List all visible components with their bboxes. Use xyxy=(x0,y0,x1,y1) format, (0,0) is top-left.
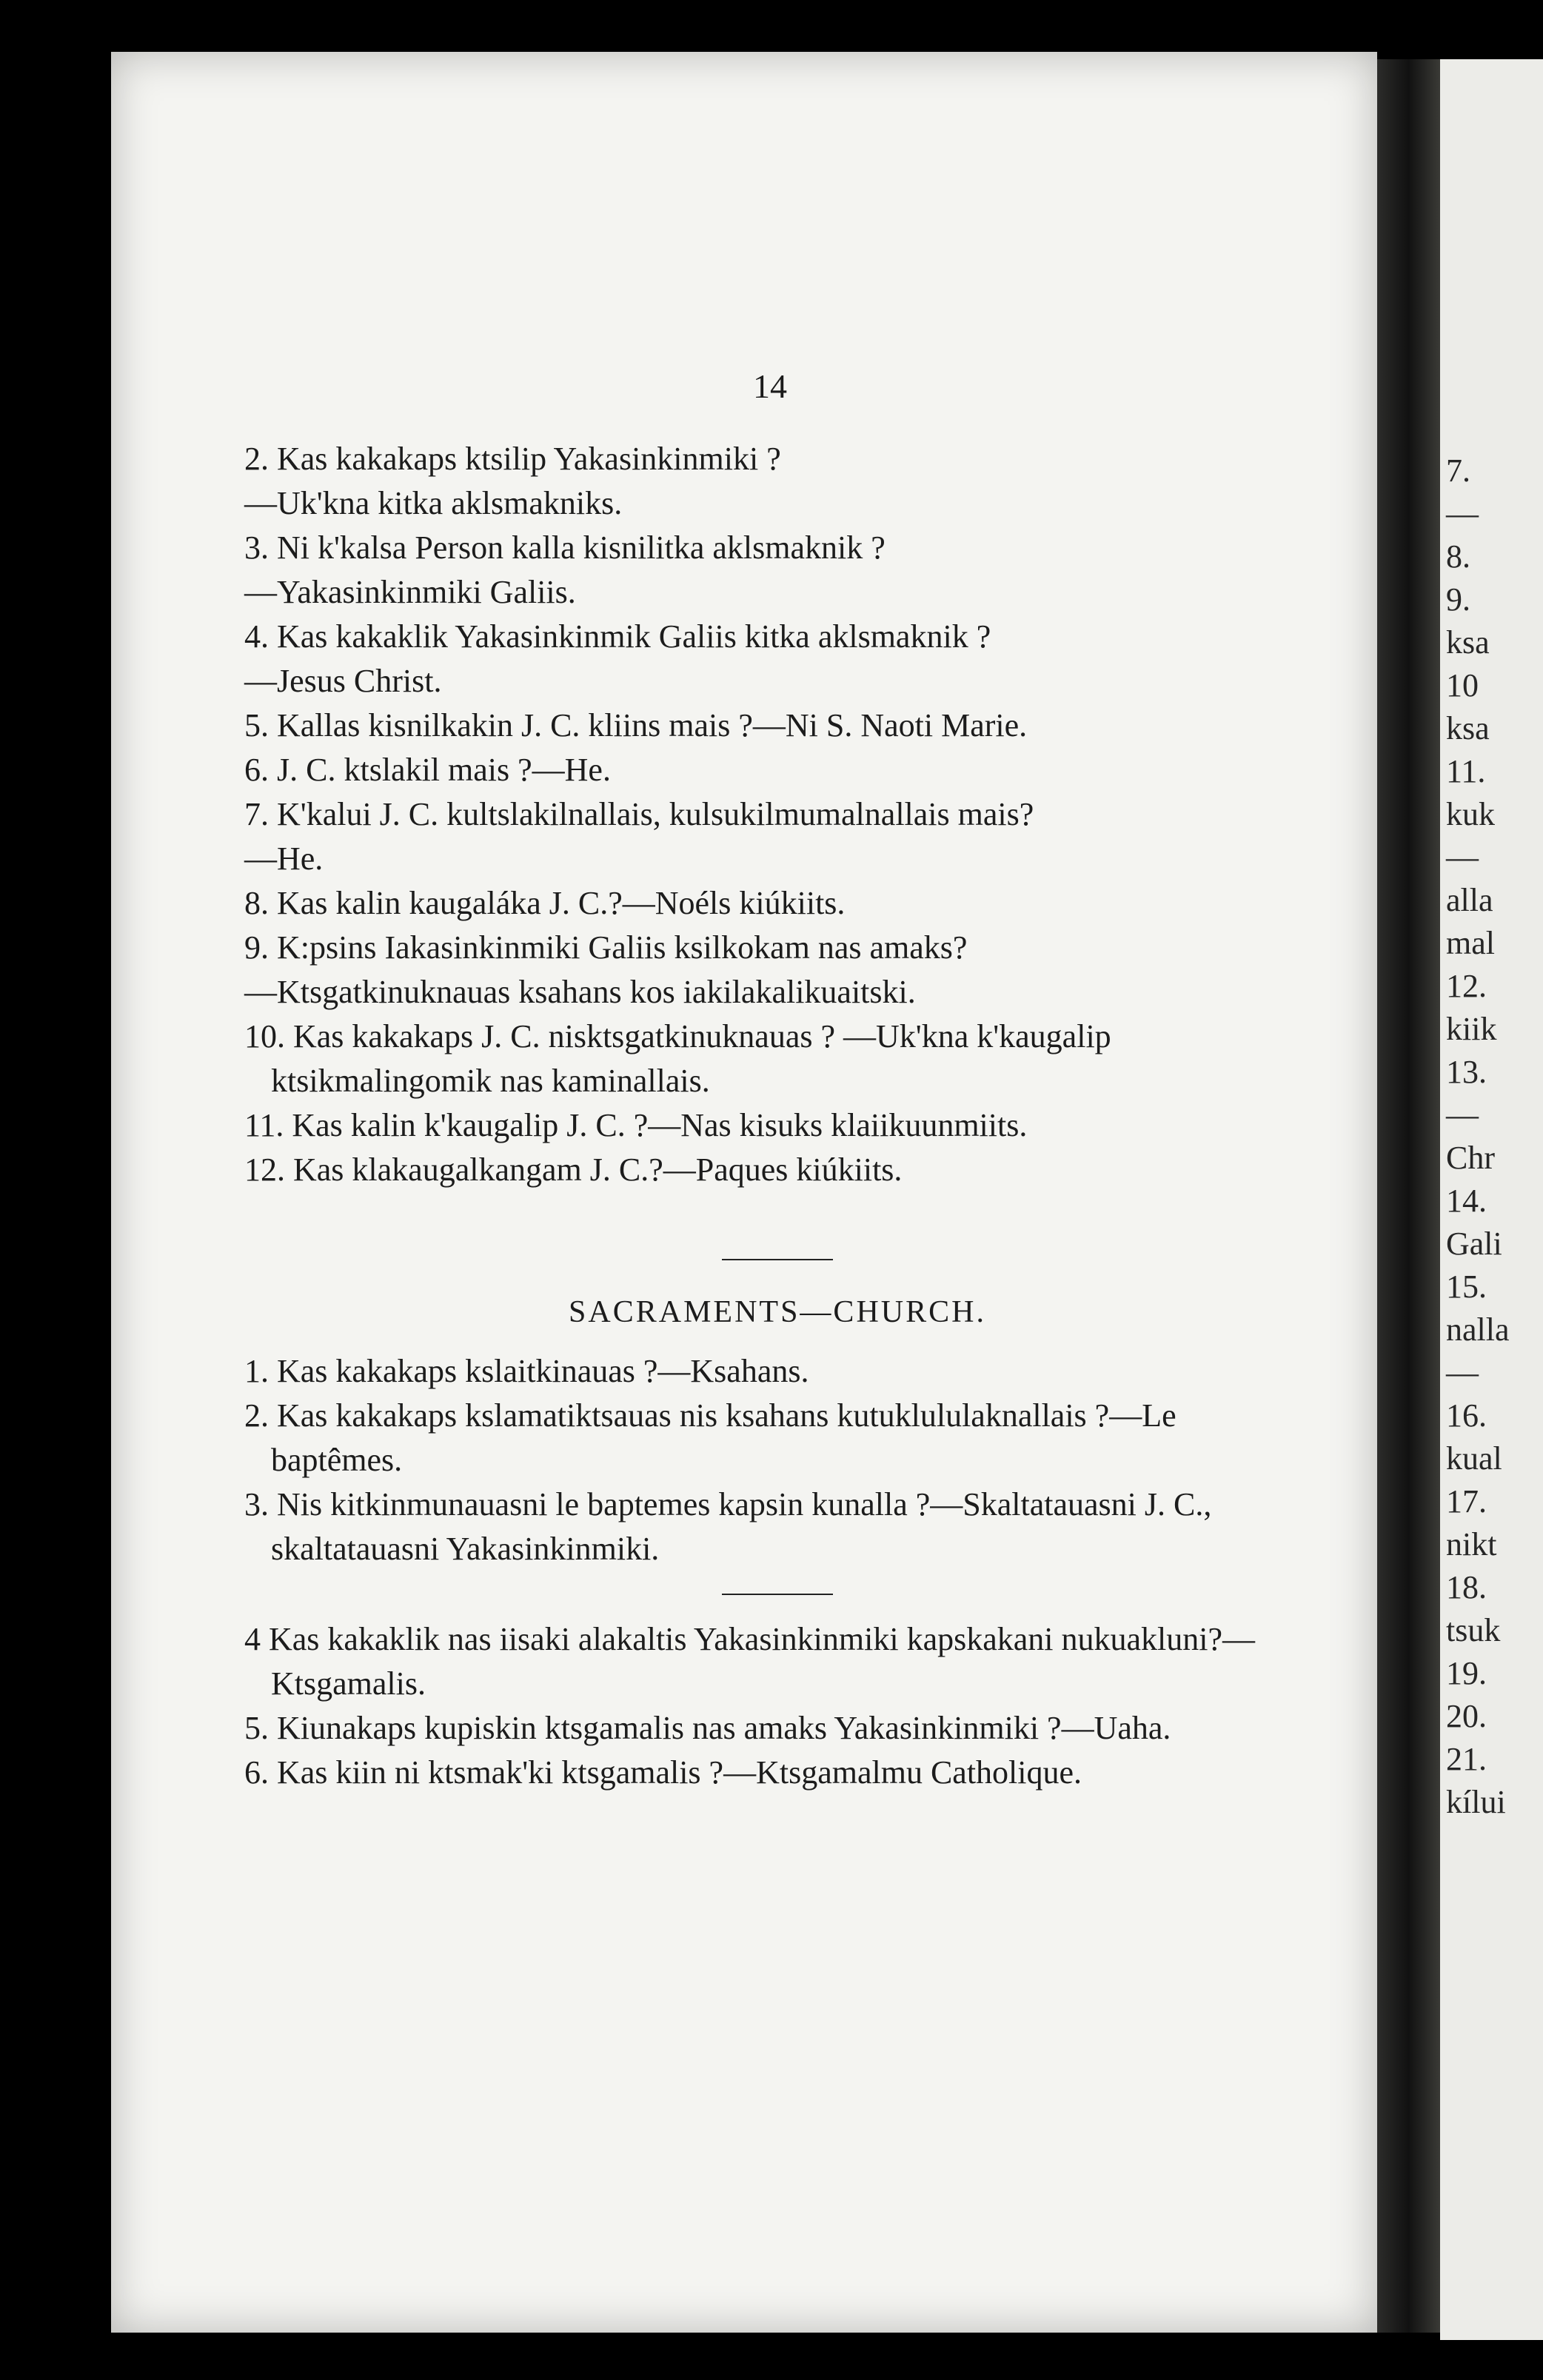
facing-page-text: mal xyxy=(1446,925,1495,961)
item-text: —Jesus Christ. xyxy=(244,663,442,699)
item-number: 3. xyxy=(244,1486,277,1522)
catechism-block xyxy=(244,437,1311,1192)
item-text: —Yakasinkinmiki Galiis. xyxy=(244,574,576,610)
section-heading: SACRAMENTS—CHURCH. xyxy=(569,1295,986,1329)
item-number: 6. xyxy=(244,752,277,788)
item-text: —Uk'kna kitka aklsmakniks. xyxy=(244,485,623,521)
sacraments-section xyxy=(244,1259,1311,1795)
catechism-line xyxy=(244,1349,1311,1394)
facing-page-text: 11. xyxy=(1446,753,1486,789)
item-text: K:psins Iakasinkinmiki Galiis ksilkokam nas amaks? xyxy=(277,929,968,966)
catechism-line xyxy=(244,437,1311,481)
item-text: Kas klakaugalkangam J. C.?—Paques kiúkiits. xyxy=(293,1151,903,1188)
catechism-line xyxy=(244,1394,1311,1483)
catechism-line xyxy=(244,881,1311,926)
facing-page-text: kílui xyxy=(1446,1784,1506,1820)
facing-page-text: — xyxy=(1446,1354,1479,1391)
item-number: 4 xyxy=(244,1621,269,1657)
facing-page-text: 7. xyxy=(1446,452,1470,489)
item-number: 5. xyxy=(244,1710,277,1746)
item-text: Kas kalin k'kaugalip J. C. ?—Nas kisuks klaiikuunmiits. xyxy=(292,1107,1028,1143)
facing-page-text: 17. xyxy=(1446,1483,1487,1520)
sacraments-list-a xyxy=(244,1349,1311,1571)
facing-page-text: 10 xyxy=(1446,667,1479,703)
item-text: —Ktsgatkinuknauas ksahans kos iakilakalikuaitski. xyxy=(244,974,916,1010)
facing-page-text: 8. xyxy=(1446,538,1470,575)
facing-page-text: 9. xyxy=(1446,581,1470,618)
item-number: 6. xyxy=(244,1754,277,1791)
item-text: Kas kakakaps J. C. nisktsgatkinuknauas ? —Uk'kna k'kaugalip ktsikmalingomik nas kaminallais. xyxy=(271,1018,1111,1099)
item-number: 4. xyxy=(244,618,277,655)
item-text: Kas kalin kaugaláka J. C.?—Noéls kiúkiits. xyxy=(277,885,846,921)
facing-page-text: ksa xyxy=(1446,710,1490,746)
facing-page-text: — xyxy=(1446,839,1479,875)
catechism-line xyxy=(244,748,1311,792)
facing-page-text: 16. xyxy=(1446,1397,1487,1434)
catechism-line xyxy=(244,1148,1311,1192)
facing-page-text: kual xyxy=(1446,1440,1502,1477)
item-number: 2. xyxy=(244,441,277,477)
facing-page-text: Gali xyxy=(1446,1226,1502,1262)
facing-page-text: 18. xyxy=(1446,1569,1487,1605)
item-text: Kallas kisnilkakin J. C. kliins mais ?—Ni S. Naoti Marie. xyxy=(277,707,1028,743)
item-text: Kas kakakaps ktsilip Yakasinkinmiki ? xyxy=(277,441,781,477)
catechism-line xyxy=(244,481,1311,526)
facing-page-text: nalla xyxy=(1446,1311,1510,1348)
catechism-line xyxy=(244,1483,1311,1571)
facing-page-text: 20. xyxy=(1446,1698,1487,1734)
catechism-line xyxy=(244,1751,1311,1795)
item-number: 12. xyxy=(244,1151,293,1188)
facing-page-text: — xyxy=(1446,495,1479,532)
facing-page-text: ksa xyxy=(1446,624,1490,661)
facing-page-text: 15. xyxy=(1446,1268,1487,1305)
item-text: Kas kiin ni ktsmak'ki ktsgamalis ?—Ktsgamalmu Catholique. xyxy=(277,1754,1082,1791)
facing-page-text: kiik xyxy=(1446,1011,1497,1047)
facing-page-text: nikt xyxy=(1446,1526,1497,1562)
catechism-line xyxy=(244,703,1311,748)
item-number: 1. xyxy=(244,1353,277,1389)
catechism-line xyxy=(244,1617,1311,1706)
catechism-line xyxy=(244,837,1311,881)
facing-page-text: 13. xyxy=(1446,1054,1487,1090)
item-text: —He. xyxy=(244,840,324,877)
item-number: 5. xyxy=(244,707,277,743)
sacraments-list-b xyxy=(244,1617,1311,1795)
facing-page-text: 12. xyxy=(1446,968,1487,1004)
section-rule xyxy=(722,1594,833,1595)
item-number: 2. xyxy=(244,1397,277,1434)
item-number: 8. xyxy=(244,885,277,921)
catechism-line xyxy=(244,792,1311,837)
item-text: Kas kakaklik Yakasinkinmik Galiis kitka aklsmaknik ? xyxy=(277,618,991,655)
catechism-line xyxy=(244,526,1311,570)
item-text: Nis kitkinmunauasni le baptemes kapsin kunalla ?—Skaltatauasni J. C., skaltatauasni Yakasinkinmiki. xyxy=(271,1486,1212,1567)
facing-page-text: kuk xyxy=(1446,796,1495,832)
facing-page-text: 14. xyxy=(1446,1183,1487,1219)
item-number: 3. xyxy=(244,529,277,566)
facing-page-text: 21. xyxy=(1446,1741,1487,1777)
facing-page-text: 19. xyxy=(1446,1655,1487,1691)
item-number: 10. xyxy=(244,1018,293,1054)
facing-page-text: — xyxy=(1446,1097,1479,1133)
item-text: K'kalui J. C. kultslakilnallais, kulsukilmumalnallais mais? xyxy=(277,796,1034,832)
catechism-line xyxy=(244,659,1311,703)
catechism-line xyxy=(244,570,1311,615)
item-text: J. C. ktslakil mais ?—He. xyxy=(277,752,611,788)
item-text: Kas kakakaps kslaitkinauas ?—Ksahans. xyxy=(277,1353,809,1389)
facing-page-text: tsuk xyxy=(1446,1612,1501,1648)
catechism-line xyxy=(244,615,1311,659)
item-text: Ni k'kalsa Person kalla kisnilitka aklsmaknik ? xyxy=(277,529,886,566)
facing-page-text: Chr xyxy=(1446,1140,1495,1176)
item-text: Kiunakaps kupiskin ktsgamalis nas amaks Yakasinkinmiki ?—Uaha. xyxy=(277,1710,1171,1746)
item-number: 11. xyxy=(244,1107,292,1143)
page-number: 14 xyxy=(753,367,787,405)
catechism-line xyxy=(244,1706,1311,1751)
item-text: Kas kakaklik nas iisaki alakaltis Yakasinkinmiki kapskakani nukuakluni?—Ktsgamalis. xyxy=(269,1621,1256,1702)
catechism-line xyxy=(244,1014,1311,1103)
catechism-line xyxy=(244,1103,1311,1148)
section-rule xyxy=(722,1259,833,1260)
facing-page-text: alla xyxy=(1446,882,1493,918)
catechism-line xyxy=(244,926,1311,970)
catechism-line xyxy=(244,970,1311,1014)
item-number: 7. xyxy=(244,796,277,832)
item-number: 9. xyxy=(244,929,277,966)
item-text: Kas kakakaps kslamatiktsauas nis ksahans kutuklululaknallais ?—Le baptêmes. xyxy=(271,1397,1177,1478)
